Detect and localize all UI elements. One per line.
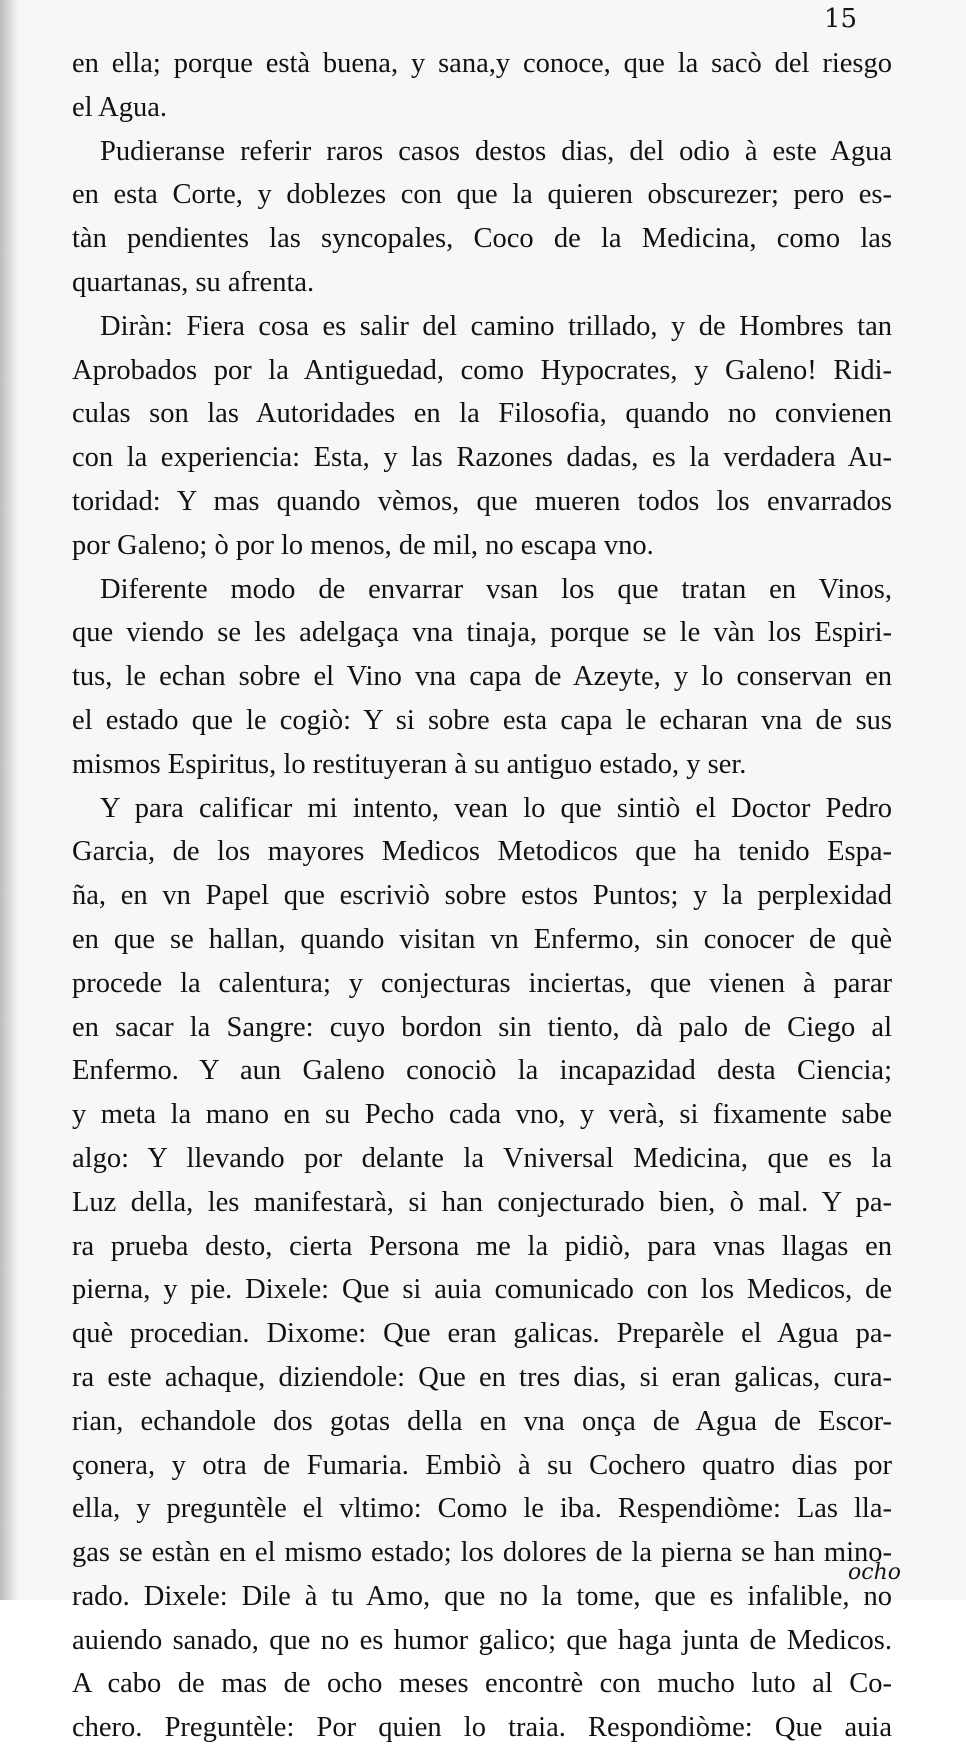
text-line: culas son las Autoridades en la Filosofia, quando no convienen	[72, 398, 892, 430]
text-line: procede la calentura; y conjecturas inciertas, que vienen à parar	[72, 967, 892, 999]
text-line: con la experiencia: Esta, y las Razones dadas, es la verdadera Au-	[72, 442, 892, 474]
text-line: rado. Dixele: Dile à tu Amo, que no la tome, que es infalible, no	[72, 1580, 892, 1612]
text-line: çonera, y otra de Fumaria. Embiò à su Cochero quatro dias por	[72, 1449, 892, 1481]
text-line: què procedian. Dixome: Que eran galicas. Preparèle el Agua pa-	[72, 1318, 892, 1350]
text-line: rian, echandole dos gotas della en vna onça de Agua de Escor-	[72, 1405, 892, 1437]
text-line: Y para calificar mi intento, vean lo que sintiò el Doctor Pedro	[100, 792, 892, 824]
text-line: en que se hallan, quando visitan vn Enfermo, sin conocer de què	[72, 923, 892, 955]
text-line: tàn pendientes las syncopales, Coco de la Medicina, como las	[72, 223, 892, 255]
text-line: tus, le echan sobre el Vino vna capa de Azeyte, y lo conservan en	[72, 661, 892, 693]
text-line: gas se estàn en el mismo estado; los dolores de la pierna se han mino-	[72, 1537, 892, 1569]
text-line: Luz della, les manifestarà, si han conjecturado bien, ò mal. Y pa-	[72, 1186, 892, 1218]
page-number: 15	[824, 4, 858, 34]
text-line: auiendo sanado, que no es humor galico; que haga junta de Medicos.	[72, 1624, 892, 1656]
text-line: que viendo se les adelgaça vna tinaja, porque se le vàn los Espiri-	[72, 617, 892, 649]
text-line: y meta la mano en su Pecho cada vno, y verà, si fixamente sabe	[72, 1099, 892, 1131]
text-line: Enfermo. Y aun Galeno conociò la incapazidad desta Ciencia;	[72, 1055, 892, 1087]
text-line: en ella; porque està buena, y sana,y conoce, que la sacò del riesgo	[72, 48, 892, 79]
text-line: ña, en vn Papel que escriviò sobre estos Puntos; y la perplexidad	[72, 880, 892, 912]
text-line: Pudieranse referir raros casos destos dias, del odio à este Agua	[100, 135, 892, 167]
text-line: por Galeno; ò por lo menos, de mil, no escapa vno.	[72, 529, 654, 561]
text-line: toridad: Y mas quando vèmos, que mueren todos los envarrados	[72, 485, 892, 517]
text-line: A cabo de mas de ocho meses encontrè con mucho luto al Co-	[72, 1668, 892, 1700]
text-line: mismos Espiritus, lo restituyeran à su antiguo estado, y ser.	[72, 748, 747, 780]
text-line: pierna, y pie. Dixele: Que si auia comunicado con los Medicos, de	[72, 1274, 892, 1306]
text-line: ella, y preguntèle el vltimo: Como le iba. Respendiòme: Las lla-	[72, 1493, 892, 1525]
text-line: el Agua.	[72, 91, 167, 123]
text-line: Diràn: Fiera cosa es salir del camino trillado, y de Hombres tan	[100, 310, 892, 342]
text-line: el estado que le cogiò: Y si sobre esta capa le echaran vna de sus	[72, 704, 892, 736]
text-line: Aprobados por la Antiguedad, como Hypocrates, y Galeno! Ridi-	[72, 354, 892, 386]
text-line: algo: Y llevando por delante la Vniversal Medicina, que es la	[72, 1142, 892, 1174]
catchword: ocho	[848, 1560, 901, 1585]
text-line: ra este achaque, diziendole: Que en tres dias, si eran galicas, cura-	[72, 1361, 892, 1393]
page-shadow-edge	[0, 0, 18, 1600]
text-line: Diferente modo de envarrar vsan los que tratan en Vinos,	[100, 573, 892, 605]
text-line: chero. Preguntèle: Por quien lo traia. Respondiòme: Que auia	[72, 1712, 892, 1744]
text-line: Garcia, de los mayores Medicos Metodicos que ha tenido Espa-	[72, 836, 892, 868]
body-text	[72, 42, 892, 1750]
text-line: quartanas, su afrenta.	[72, 266, 315, 298]
text-line: en esta Corte, y doblezes con que la quieren obscurezer; pero es-	[72, 179, 892, 211]
text-line: ra prueba desto, cierta Persona me la pidiò, para vnas llagas en	[72, 1230, 892, 1262]
text-line: en sacar la Sangre: cuyo bordon sin tiento, dà palo de Ciego al	[72, 1011, 892, 1043]
